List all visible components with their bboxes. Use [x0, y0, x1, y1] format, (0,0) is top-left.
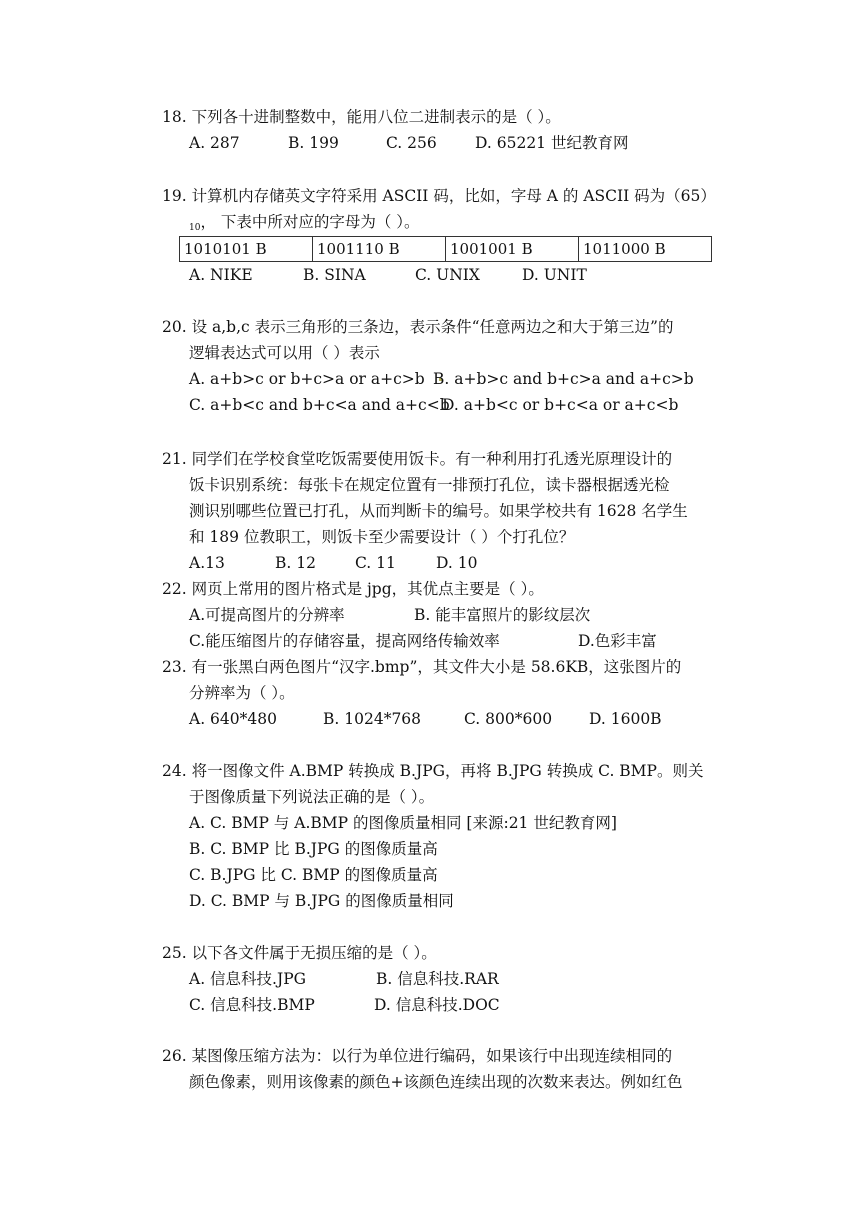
option-c: C. 11 — [355, 554, 396, 572]
stem-text: ， 下表中所对应的字母为（ ）。 — [200, 213, 420, 231]
option-d: D. 1600B — [589, 710, 662, 728]
option-a — [189, 366, 442, 392]
question-stem: 21. 同学们在学校食堂吃饭需要使用饭卡。有一种利用打孔透光原理设计的 — [162, 450, 673, 468]
option-row — [162, 392, 742, 418]
question-stem-cont: 和 189 位教职工，则饭卡至少需要设计（ ）个打孔位？ — [189, 528, 575, 546]
option-c: C. 256 — [386, 134, 437, 152]
option-row — [162, 628, 742, 654]
option-c: C. 800*600 — [464, 710, 553, 728]
question-18 — [162, 104, 742, 156]
question-stem: 19. 计算机内存储英文字符采用 ASCII 码，比如，字母 A 的 ASCII 码为（65） — [162, 187, 716, 205]
option-d: D. 65221 世纪教育网 — [475, 134, 629, 152]
subscript: 10 — [189, 223, 201, 233]
option-d: D. 10 — [436, 554, 478, 572]
option-b: B. 12 — [275, 554, 316, 572]
option-a: A. 287 — [189, 134, 240, 152]
table-row — [180, 237, 712, 262]
question-24 — [162, 758, 742, 914]
option-row — [162, 602, 742, 628]
option-a: A. NIKE — [189, 266, 253, 284]
question-stem: 24. 将一图像文件 A.BMP 转换成 B.JPG，再将 B.JPG 转换成 C. BMP。则关 — [162, 762, 704, 780]
option-a: A. 信息科技.JPG — [189, 970, 306, 988]
option-row — [162, 992, 742, 1018]
question-stem: 25. 以下各文件属于无损压缩的是（ ）。 — [162, 944, 437, 962]
option-b: B. 信息科技.RAR — [376, 970, 499, 988]
option-d: D. UNIT — [522, 266, 587, 284]
question-23 — [162, 654, 742, 732]
option-b: B. a+b>c and b+c>a and a+c>b — [433, 370, 694, 388]
option-a: A.可提高图片的分辨率 — [189, 606, 345, 624]
question-22 — [162, 576, 742, 654]
table-cell: 1010101 B — [180, 237, 313, 262]
option-c: C.能压缩图片的存储容量，提高网络传输效率 — [189, 632, 500, 650]
option-row — [162, 130, 742, 156]
question-stem-cont: 测识别哪些位置已打孔，从而判断卡的编号。如果学校共有 1628 名学生 — [189, 502, 688, 520]
question-stem: 23. 有一张黑白两色图片“汉字.bmp”，其文件大小是 58.6KB，这张图片的 — [162, 658, 682, 676]
option-d: D.色彩丰富 — [578, 632, 657, 650]
option-a: A. C. BMP 与 A.BMP 的图像质量相同 [来源:21 世纪教育网] — [189, 814, 617, 832]
option-row — [162, 366, 742, 392]
question-stem: 18. 下列各十进制整数中，能用八位二进制表示的是（ ）。 — [162, 108, 561, 126]
option-b: B. 1024*768 — [323, 710, 422, 728]
question-stem-cont: 饭卡识别系统：每张卡在规定位置有一排预打孔位，读卡器根据透光检 — [189, 476, 670, 494]
option-c: C. B.JPG 比 C. BMP 的图像质量高 — [189, 866, 438, 884]
question-20 — [162, 314, 742, 418]
option-a: A.13 — [189, 554, 225, 572]
option-c: C. a+b<c and b+c<a and a+c<b — [189, 396, 450, 414]
option-a-text: A. a+b>c or b+c>a or a+c>b — [189, 370, 425, 388]
question-stem: 22. 网页上常用的图片格式是 jpg，其优点主要是（ ）。 — [162, 580, 544, 598]
question-26 — [162, 1043, 742, 1095]
question-25 — [162, 940, 742, 1018]
question-stem-cont: 分辨率为（ ）。 — [189, 684, 295, 702]
option-a: A. 640*480 — [189, 710, 277, 728]
option-row — [162, 262, 742, 288]
option-row — [162, 706, 742, 732]
question-stem-cont — [162, 209, 742, 235]
question-stem: 20. 设 a,b,c 表示三角形的三条边，表示条件“任意两边之和大于第三边”的 — [162, 318, 674, 336]
question-stem-cont: 逻辑表达式可以用（ ）表示 — [189, 344, 380, 362]
table-cell: 1011000 B — [579, 237, 712, 262]
option-b: B. C. BMP 比 B.JPG 的图像质量高 — [189, 840, 438, 858]
option-row — [162, 550, 742, 576]
option-b: B. 能丰富照片的影纹层次 — [414, 606, 591, 624]
ascii-table — [179, 236, 712, 262]
option-b: B. SINA — [303, 266, 366, 284]
question-stem-cont: 颜色像素，则用该像素的颜色+该颜色连续出现的次数来表达。例如红色 — [189, 1073, 683, 1091]
question-stem-cont: 于图像质量下列说法正确的是（ ）。 — [189, 788, 435, 806]
option-b: B. 199 — [288, 134, 339, 152]
question-21 — [162, 446, 742, 576]
option-c: C. 信息科技.BMP — [189, 996, 315, 1014]
question-stem: 26. 某图像压缩方法为：以行为单位进行编码，如果该行中出现连续相同的 — [162, 1047, 673, 1065]
option-d: D. 信息科技.DOC — [374, 996, 500, 1014]
option-row — [162, 966, 742, 992]
table-cell: 1001001 B — [446, 237, 579, 262]
option-d: D. a+b<c or b+c<a or a+c<b — [442, 396, 679, 414]
option-d: D. C. BMP 与 B.JPG 的图像质量相同 — [189, 892, 454, 910]
question-19 — [162, 183, 742, 288]
option-c: C. UNIX — [415, 266, 480, 284]
table-cell: 1001110 B — [313, 237, 446, 262]
